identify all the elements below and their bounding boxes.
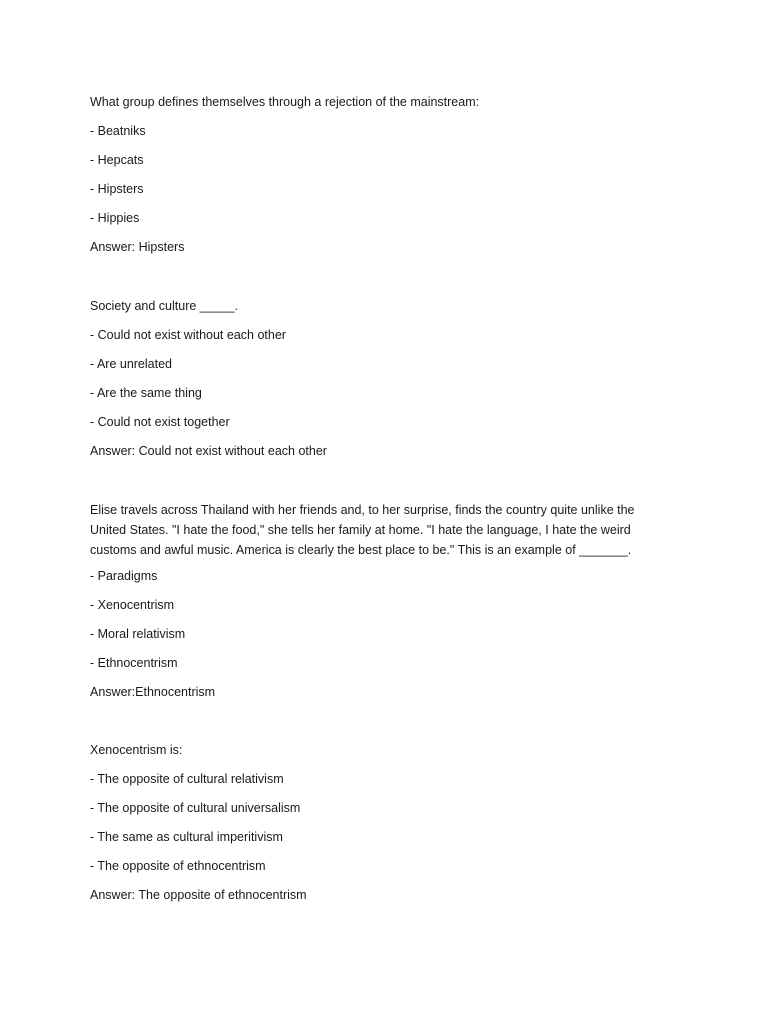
answer-option: - Could not exist without each other <box>90 328 286 342</box>
answer-option: - Ethnocentrism <box>90 656 178 670</box>
answer-option: - Hepcats <box>90 153 144 167</box>
answer-option: - Could not exist together <box>90 415 230 429</box>
question-prompt: Society and culture _____. <box>90 299 239 313</box>
correct-answer: Answer: Could not exist without each other <box>90 444 327 458</box>
answer-option: - Xenocentrism <box>90 598 175 612</box>
answer-option: - Hippies <box>90 211 140 225</box>
answer-option: - Beatniks <box>90 124 146 138</box>
answer-option: - Are the same thing <box>90 386 202 400</box>
correct-answer: Answer:Ethnocentrism <box>90 685 216 699</box>
answer-option: - Paradigms <box>90 569 158 583</box>
answer-option: - Moral relativism <box>90 627 186 641</box>
answer-option: - The opposite of cultural universalism <box>90 801 301 815</box>
question-prompt: Xenocentrism is: <box>90 743 183 757</box>
correct-answer: Answer: Hipsters <box>90 240 185 254</box>
answer-option: - Are unrelated <box>90 357 172 371</box>
question-prompt: What group defines themselves through a rejection of the mainstream: <box>90 95 480 109</box>
correct-answer: Answer: The opposite of ethnocentrism <box>90 888 307 902</box>
answer-option: - The opposite of cultural relativism <box>90 772 284 786</box>
answer-option: - The same as cultural imperitivism <box>90 830 283 844</box>
answer-option: - Hipsters <box>90 182 144 196</box>
question-prompt: Elise travels across Thailand with her friends and, to her surprise, finds the country quite unlike the United States. "I hate the food," she tells her family at home. "I hate the language, I hate the weird customs and awful music. America is clearly the best place to be." This is an example of _______. <box>90 503 635 557</box>
answer-option: - The opposite of ethnocentrism <box>90 859 266 873</box>
